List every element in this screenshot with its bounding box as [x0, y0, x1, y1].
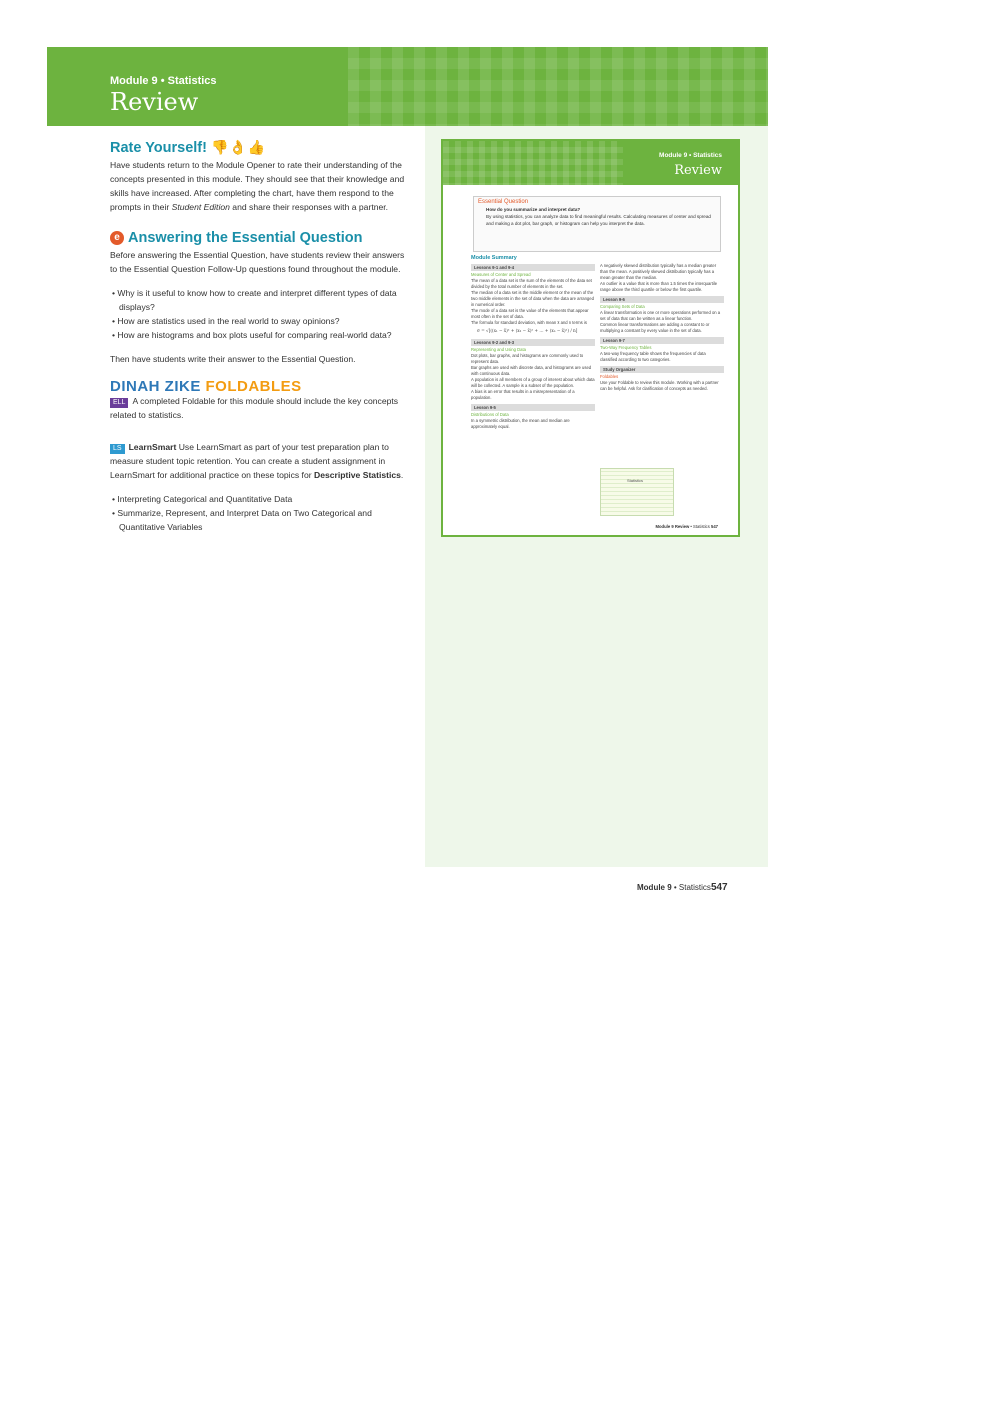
list-item: A population is all members of a group of interest about which data will be collected. A sample is a subset of the population. — [471, 377, 595, 388]
list-item: The mean of a data set is the sum of the elements of the data set divided by the total number of elements in the set. — [471, 278, 592, 289]
lesson-subheading: Measures of Center and Spread — [471, 272, 531, 277]
list-item: Common linear transformations are adding a constant to or multiplying a constant by every value in the set of data. — [600, 322, 710, 333]
summary-column-2 — [600, 263, 724, 392]
list-item: • Summarize, Represent, and Interpret Data on Two Categorical and Quantitative Variables — [110, 506, 410, 534]
summary-title: Module Summary — [471, 255, 517, 261]
lesson-bar: Lessons 9-1 and 9-4 — [471, 264, 595, 271]
inner-banner-pattern — [443, 141, 623, 185]
rate-yourself-heading: Rate Yourself! 👎👌👍 — [110, 139, 267, 156]
essential-question-box — [473, 196, 721, 252]
list-item: The median of a data set is the middle element or the mean of the two middle elements in the set of data when the data are arranged in numerical order. — [471, 290, 594, 307]
list-item: An outlier is a value that is more than 1.5 times the interquartile range above the third quartile or below the first quartile. — [600, 281, 718, 292]
foldables-subheading: Foldables — [600, 374, 619, 379]
lesson-subheading: Distributions of Data — [471, 412, 509, 417]
list-item: Dot plots, bar graphs, and histograms are commonly used to represent data. — [471, 353, 584, 364]
list-item: In a symmetric distribution, the mean and median are approximately equal. — [471, 418, 570, 429]
list-item: A negatively skewed distribution typically has a median greater than the mean. A positively skewed distribution typically has a mean greater than the median. — [600, 263, 717, 280]
eq-box-question: How do you summarize and interpret data? — [486, 207, 581, 212]
list-item: • Interpreting Categorical and Quantitative Data — [110, 492, 410, 506]
inner-module-label: Module 9 • Statistics — [659, 152, 722, 159]
foldables-text: ELL A completed Foldable for this module should include the key concepts related to statistics. — [110, 396, 399, 420]
inner-page-footer: Module 9 Review • Statistics 547 — [655, 524, 718, 529]
learnsmart-badge: LS — [110, 444, 125, 454]
list-item: The mode of a data set is the value of the elements that appear most often in the set of data. — [471, 308, 589, 319]
essential-intro: Before answering the Essential Question, have students review their answers to the Essential Question Follow-Up questions found throughout the module. — [110, 250, 405, 274]
eq-box-answer: By using statistics, you can analyze data to find meaningful results. Calculating measures of center and spread and making a dot plot, bar graph, or histogram can help you interpret the data. — [486, 214, 711, 226]
list-item: A two-way frequency table shows the frequencies of data classified according to two categories. — [600, 351, 706, 362]
ell-badge: ELL — [110, 398, 128, 408]
module-banner — [47, 47, 768, 126]
list-item: A bias is an error that results in a misrepresentation of a population. — [471, 389, 575, 400]
lesson-bar: Lessons 9-2 and 9-3 — [471, 339, 595, 346]
page-number: 547 — [710, 882, 728, 893]
foldable-image — [600, 468, 674, 516]
thumbs-icons: 👎👌👍 — [211, 139, 267, 155]
essential-closing: Then have students write their answer to the Essential Question. — [110, 354, 356, 364]
learnsmart-text: LS LearnSmart Use LearnSmart as part of your test preparation plan to measure student topic retention. You can create a student assignment in LearnSmart for additional practice on these topics for Descriptive Statistics. — [110, 442, 404, 480]
lesson-bar: Lesson 9-5 — [471, 404, 595, 411]
banner-title: Review — [110, 88, 199, 116]
rate-yourself-text: Have students return to the Module Opener to rate their understanding of the concepts presented in this module. They should see that their knowledge and skills have increased. After completing the chart, have them respond to the prompts in their Student Edition and share their responses with a partner. — [110, 160, 405, 212]
essential-question-heading: e Answering the Essential Question — [110, 228, 410, 248]
teacher-notes-column — [110, 137, 410, 544]
lesson-bar: Lesson 9-7 — [600, 337, 724, 344]
summary-column-1 — [471, 255, 595, 430]
std-dev-formula: σ = √[((x₁ − x̄)² + (x₂ − x̄)² + … + (xₙ − x̄)²) / n] — [477, 328, 578, 333]
page-footer — [637, 882, 728, 893]
footer-module: Module 9 — [637, 883, 672, 892]
list-item: A linear transformation is one or more operations performed on a set of data that can be written as a linear function. — [600, 310, 721, 321]
lesson-bar: Lesson 9-6 — [600, 296, 724, 303]
eq-box-title: Essential Question — [478, 199, 529, 205]
list-item: • Why is it useful to know how to create and interpret different types of data displays? — [110, 286, 410, 314]
banner-pattern — [348, 47, 768, 126]
list-item: Bar graphs are used with discrete data, and histograms are used with continuous data. — [471, 365, 592, 376]
learnsmart-topics-list — [110, 492, 410, 534]
footer-subject: • Statistics — [671, 883, 711, 892]
organizer-text: Use your Foldable to review this module. Working with a partner can be helpful. Ask for clarification of concepts as needed. — [600, 380, 719, 391]
lesson-subheading: Representing and Using Data — [471, 347, 526, 352]
list-item: The formula for standard deviation, with mean x̄ and n terms is — [471, 320, 587, 325]
inner-title: Review — [674, 163, 722, 178]
study-organizer-bar: Study Organizer — [600, 366, 724, 373]
essential-questions-list — [110, 286, 410, 342]
foldable-label: Statistics — [627, 478, 644, 483]
list-item: • How are histograms and box plots useful for comparing real-world data? — [110, 328, 410, 342]
inner-banner — [443, 141, 738, 185]
student-edition-page — [441, 139, 740, 537]
lesson-subheading: Comparing Sets of Data — [600, 304, 645, 309]
foldables-logo: DINAH ZIKE FOLDABLES — [110, 378, 302, 395]
banner-module-label: Module 9 • Statistics — [110, 75, 217, 87]
lesson-subheading: Two-Way Frequency Tables — [600, 345, 652, 350]
essential-question-icon: e — [110, 231, 124, 245]
list-item: • How are statistics used in the real world to sway opinions? — [110, 314, 410, 328]
